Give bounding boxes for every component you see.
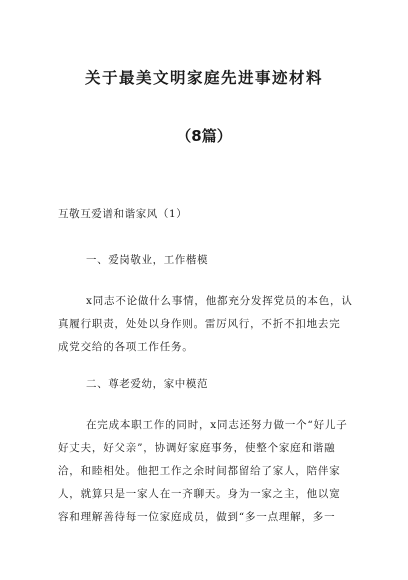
paragraph-2-line: 容和理解善待每一位家庭成员，做到“多一点理解，多一 (58, 511, 336, 523)
paragraph-1-line: 真履行职责，处处以身作则。雷厉风行，不折不扣地去完 (58, 318, 341, 330)
document-title: 关于最美文明家庭先进事迹材料 (84, 69, 323, 87)
paragraph-1 (58, 290, 354, 359)
paragraph-1-line: 成党交给的各项工作任务。 (58, 341, 194, 353)
heading-2: 二、尊老爱幼，家中模范 (86, 378, 209, 390)
paragraph-2 (58, 414, 354, 529)
section-title: 互敬互爱谱和谐家风（1） (58, 208, 188, 220)
heading-1: 一、爱岗敬业，工作楷模 (86, 254, 209, 266)
paragraph-2-line: 洽，和睦相处。他把工作之余时间都留给了家人，陪伴家 (58, 465, 341, 477)
paragraph-2-line: 在完成本职工作的同时，x同志还努力做一个“好儿子 (86, 419, 348, 431)
paragraph-2-line: 好丈夫，好父亲”，协调好家庭事务，使整个家庭和谐融 (58, 442, 336, 454)
document-subtitle: （8篇） (176, 127, 232, 145)
paragraph-1-line: x同志不论做什么事情，他都充分发挥党员的本色，认 (86, 295, 353, 307)
paragraph-2-line: 人，就算只是一家人在一齐聊天。身为一家之主，他以宽 (58, 488, 341, 500)
